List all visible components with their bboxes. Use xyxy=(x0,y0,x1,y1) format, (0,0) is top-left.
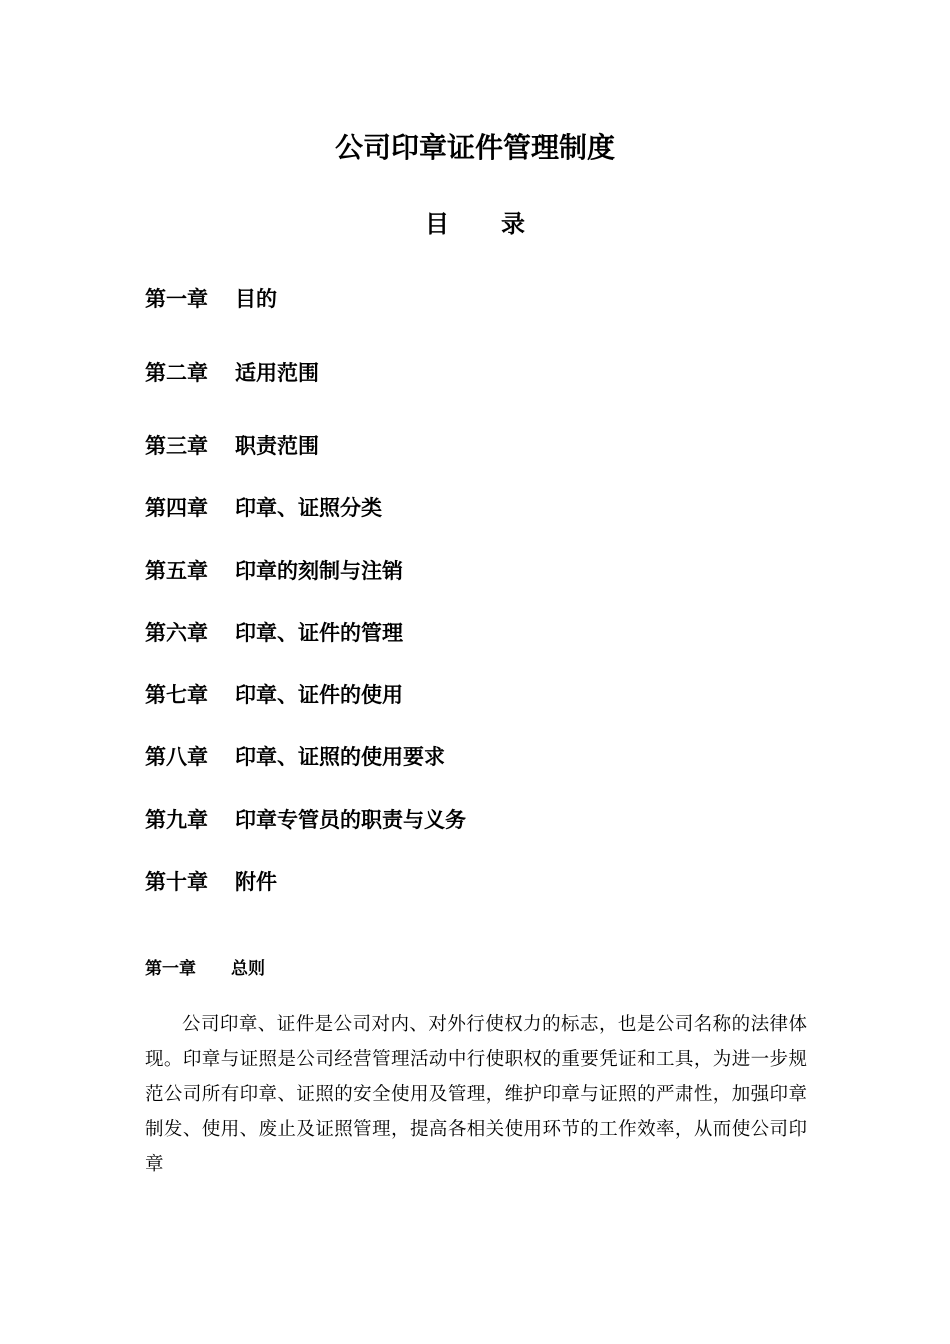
toc-item-number: 第四章 xyxy=(145,496,208,520)
toc-item xyxy=(145,284,277,314)
toc-item xyxy=(145,680,403,710)
toc-item xyxy=(145,556,403,586)
toc-item-number: 第三章 xyxy=(145,434,208,458)
toc-item xyxy=(145,805,466,835)
toc-heading-left: 目 xyxy=(425,210,449,238)
toc-item-number: 第六章 xyxy=(145,621,208,645)
toc-item-title: 印章的刻制与注销 xyxy=(235,559,403,583)
section-title: 总则 xyxy=(231,959,265,979)
toc-item-title: 印章、证照分类 xyxy=(235,496,382,520)
toc-item-number: 第二章 xyxy=(145,361,208,385)
toc-heading-right: 录 xyxy=(501,210,525,238)
toc-heading xyxy=(0,206,950,242)
toc-item xyxy=(145,493,382,523)
toc-item-title: 印章专管员的职责与义务 xyxy=(235,808,466,832)
toc-item xyxy=(145,358,319,388)
toc-item-title: 附件 xyxy=(235,870,277,894)
toc-item-title: 印章、证件的使用 xyxy=(235,683,403,707)
toc-item xyxy=(145,431,319,461)
toc-item xyxy=(145,742,445,772)
toc-item xyxy=(145,618,403,648)
section-number: 第一章 xyxy=(145,959,196,979)
toc-item-number: 第十章 xyxy=(145,870,208,894)
toc-item-title: 印章、证照的使用要求 xyxy=(235,745,445,769)
section-paragraph: 公司印章、证件是公司对内、对外行使权力的标志，也是公司名称的法律体现。印章与证照是公司经营管理活动中行使职权的重要凭证和工具，为进一步规范公司所有印章、证照的安全使用及管理，维护印章与证照的严肃性，加强印章制发、使用、废止及证照管理，提高各相关使用环节的工作效率，从而使公司印章 xyxy=(145,1014,807,1175)
toc-item-title: 目的 xyxy=(235,287,277,311)
toc-item-number: 第七章 xyxy=(145,683,208,707)
toc-item-number: 第八章 xyxy=(145,745,208,769)
toc-item-title: 职责范围 xyxy=(235,434,319,458)
toc-item-number: 第九章 xyxy=(145,808,208,832)
toc-item xyxy=(145,867,277,897)
section-heading xyxy=(145,956,265,982)
toc-item-title: 适用范围 xyxy=(235,361,319,385)
toc-item-title: 印章、证件的管理 xyxy=(235,621,403,645)
document-title: 公司印章证件管理制度 xyxy=(334,131,615,164)
toc-item-number: 第一章 xyxy=(145,287,208,311)
toc-item-number: 第五章 xyxy=(145,559,208,583)
